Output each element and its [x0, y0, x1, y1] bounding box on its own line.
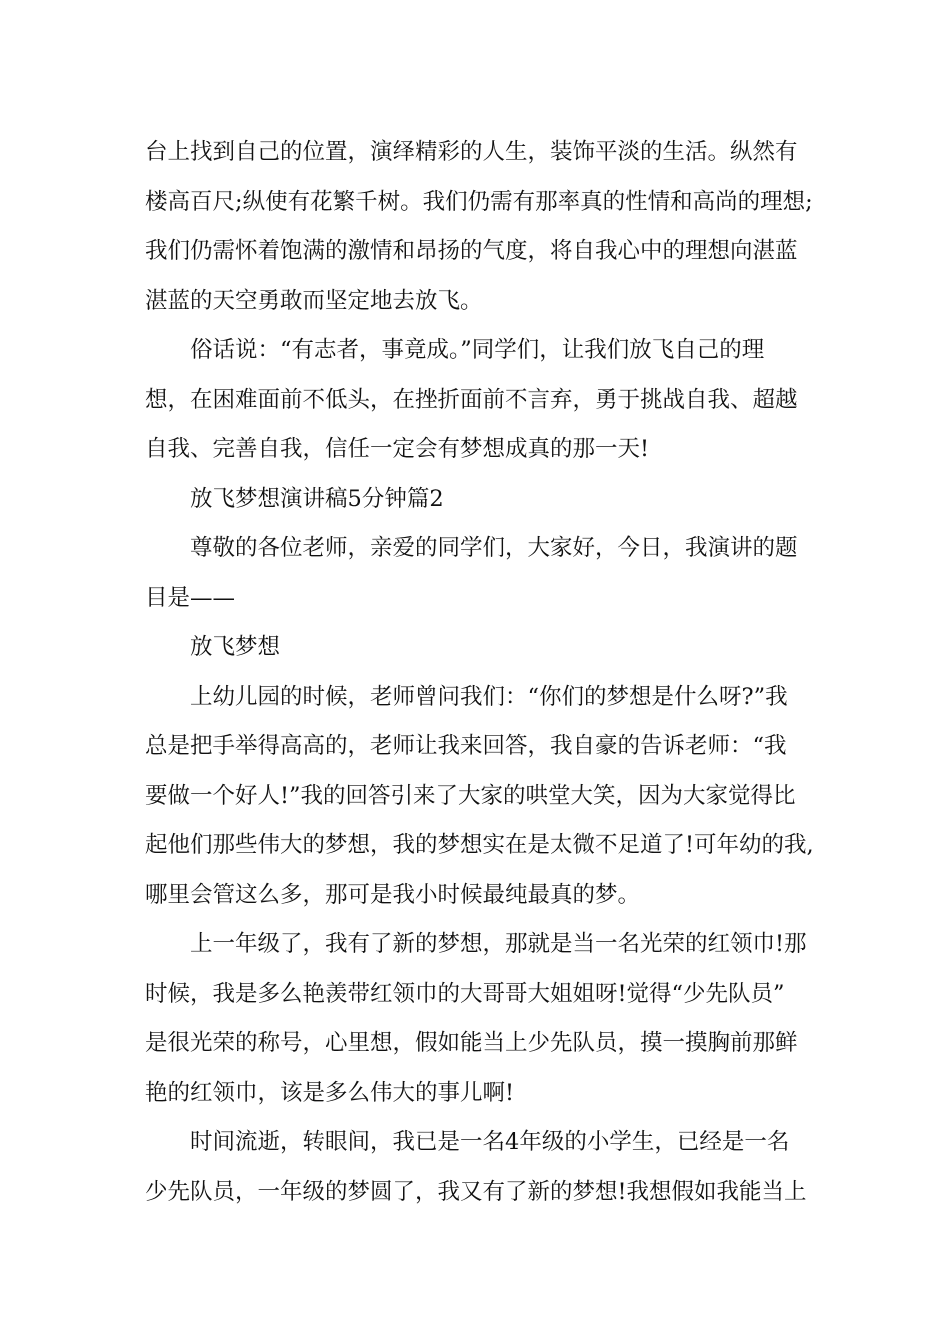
paragraph-line: 我们仍需怀着饱满的激情和昂扬的气度，将自我心中的理想向湛蓝: [145, 238, 798, 264]
paragraph-line: 是很光荣的称号，心里想，假如能当上少先队员，摸一摸胸前那鲜: [145, 1030, 798, 1056]
paragraph-line: 总是把手举得高高的，老师让我来回答，我自豪的告诉老师：“我: [145, 733, 787, 759]
section-heading-text: 放飞梦想演讲稿5分钟篇2: [190, 485, 444, 512]
paragraph-5: [145, 920, 810, 1118]
paragraph-line: 少先队员，一年级的梦圆了，我又有了新的梦想!我想假如我能当上: [145, 1178, 807, 1205]
paragraph-line: 上幼儿园的时候，老师曾问我们：“你们的梦想是什么呀?”我: [190, 683, 788, 710]
paragraph-line: 俗话说：“有志者，事竟成。”同学们，让我们放飞自己的理: [190, 337, 765, 363]
paragraph-line: 目是——: [145, 584, 236, 611]
paragraph-2: [145, 326, 810, 475]
paragraph-line: 起他们那些伟大的梦想，我的梦想实在是太微不足道了!可年幼的我,: [145, 832, 814, 858]
speech-title-text: 放飞梦想: [190, 634, 281, 660]
paragraph-line: 尊敬的各位老师，亲爱的同学们，大家好，今日，我演讲的题: [190, 535, 798, 561]
paragraph-line: 哪里会管这么多，那可是我小时候最纯最真的梦。: [145, 881, 641, 908]
paragraph-line: 楼高百尺;纵使有花繁千树。我们仍需有那率真的性情和高尚的理想;: [145, 188, 813, 215]
document-body: [145, 128, 814, 1217]
paragraph-line: 时候，我是多么艳羡带红领巾的大哥哥大姐姐呀!觉得“少先队员”: [145, 980, 785, 1007]
paragraph-line: 自我、完善自我，信任一定会有梦想成真的那一天!: [145, 436, 650, 462]
paragraph-6: [145, 1118, 810, 1217]
paragraph-line: 艳的红领巾，该是多么伟大的事儿啊!: [145, 1079, 515, 1106]
section-heading: [145, 475, 810, 525]
paragraph-line: 时间流逝，转眼间，我已是一名4年级的小学生，已经是一名: [190, 1129, 790, 1155]
speech-title: [145, 623, 810, 673]
paragraph-line: 要做一个好人!”我的回答引来了大家的哄堂大笑，因为大家觉得比: [145, 782, 796, 809]
paragraph-1: [145, 128, 813, 326]
paragraph-line: 想，在困难面前不低头，在挫折面前不言弃，勇于挑战自我、超越: [145, 386, 798, 413]
paragraph-4: [145, 673, 814, 921]
paragraph-line: 上一年级了，我有了新的梦想，那就是当一名光荣的红领巾!那: [190, 931, 807, 957]
paragraph-line: 湛蓝的天空勇敢而坚定地去放飞。: [145, 287, 483, 314]
paragraph-3: [145, 524, 810, 623]
paragraph-line: 台上找到自己的位置，演绎精彩的人生，装饰平淡的生活。纵然有: [145, 139, 798, 165]
